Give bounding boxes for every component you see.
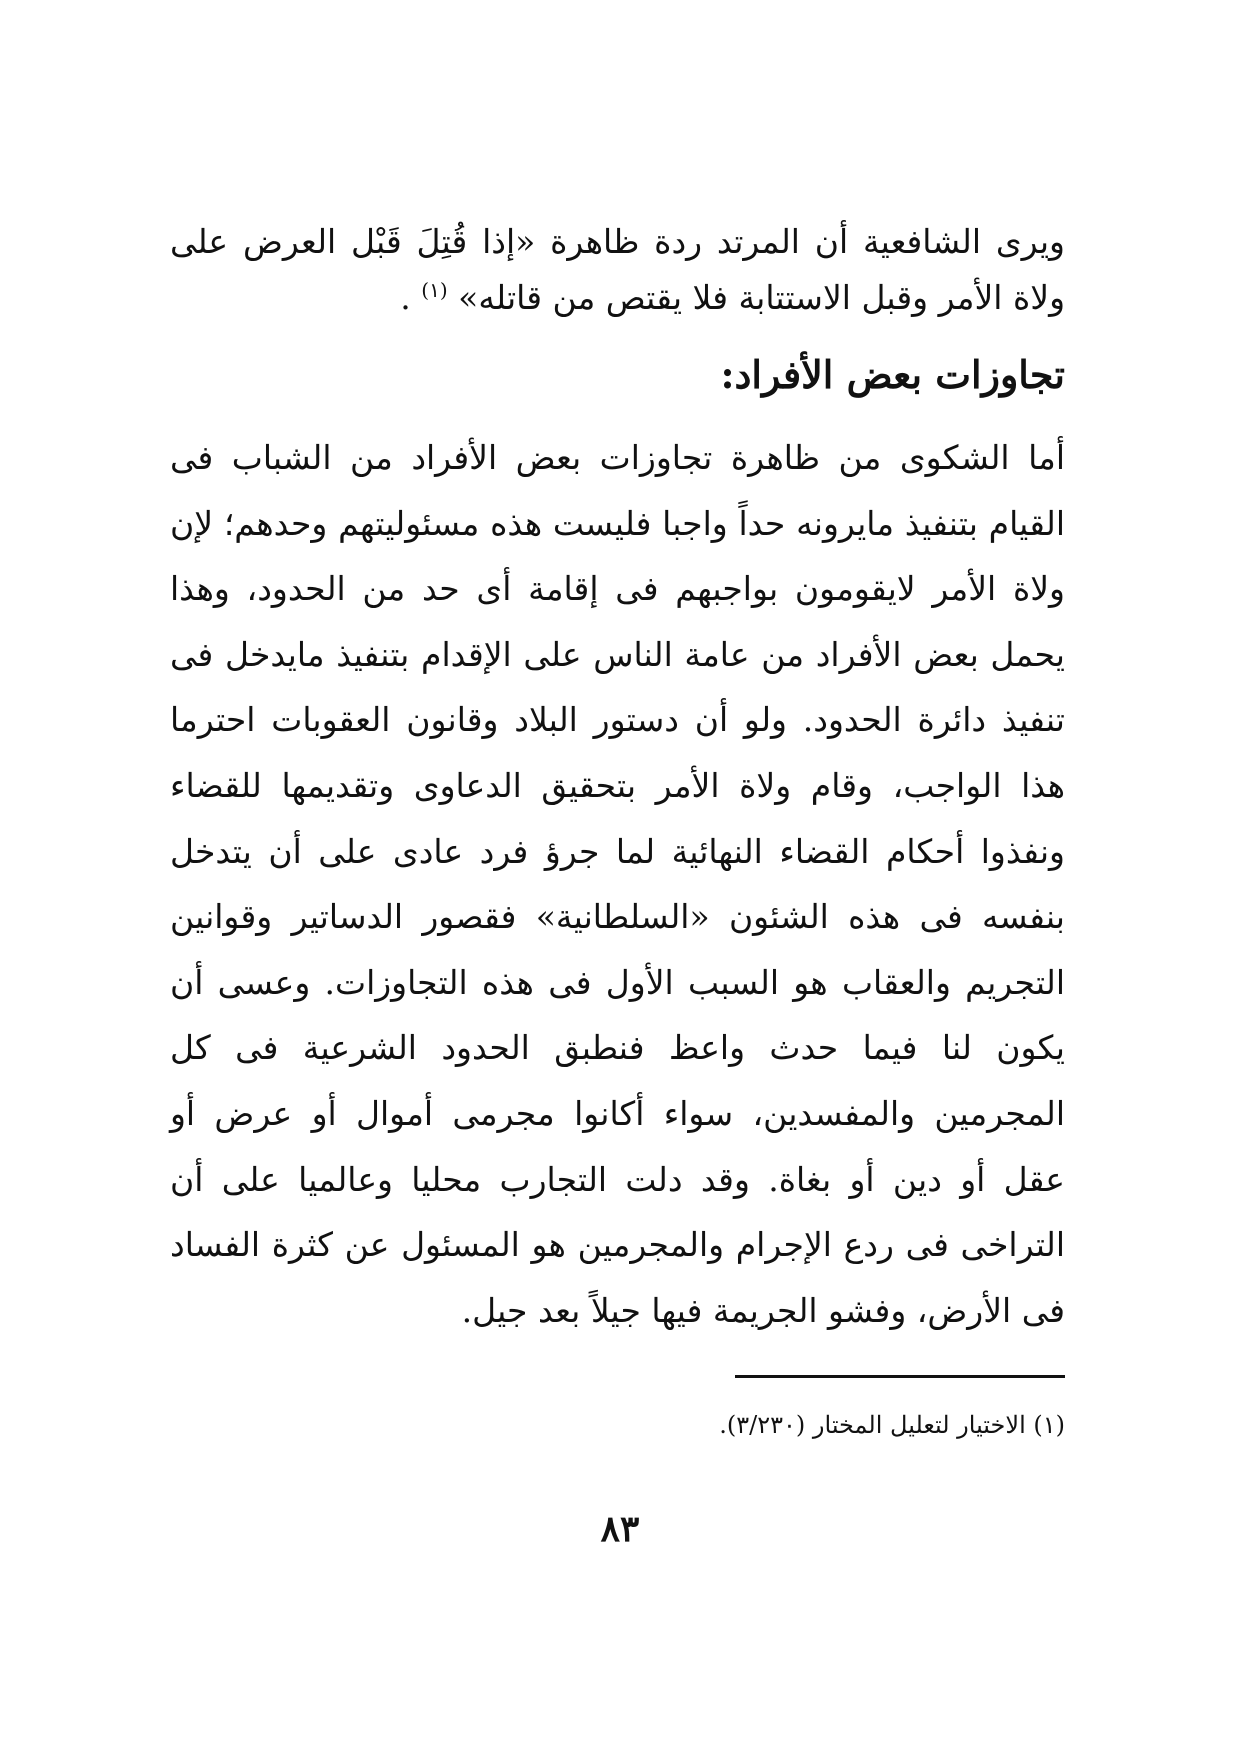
intro-period: . (400, 278, 411, 317)
section-heading: تجاوزات بعض الأفراد: (720, 352, 1065, 397)
intro-text: ويرى الشافعية أن المرتد ردة ظاهرة «إذا قُتِلَ قَبْل العرض على ولاة الأمر وقبل الاستتابة فلا يقتص من قاتله» (170, 222, 1065, 317)
page-number: ٨٣ (600, 1508, 640, 1550)
intro-paragraph (170, 214, 1065, 326)
footnote-reference: (١) (421, 278, 448, 302)
footnote: (١) الاختيار لتعليل المختار (٣/٢٣٠). (719, 1411, 1065, 1439)
body-paragraph: أما الشكوى من ظاهرة تجاوزات بعض الأفراد من الشباب فى القيام بتنفيذ مايرونه حداً واجبا فليست هذه مسئوليتهم وحدهم؛ لإن ولاة الأمر لايقومون بواجبهم فى إقامة أى حد من الحدود، وهذا يحمل بعض الأفراد من عامة الناس على الإقدام بتنفيذ مايدخل فى تنفيذ دائرة الحدود. ولو أن دستور البلاد وقانون العقوبات احترما هذا الواجب، وقام ولاة الأمر بتحقيق الدعاوى وتقديمها للقضاء ونفذوا أحكام القضاء النهائية لما جرؤ فرد عادى على أن يتدخل بنفسه فى هذه الشئون «السلطانية» فقصور الدساتير وقوانين التجريم والعقاب هو السبب الأول فى هذه التجاوزات. وعسى أن يكون لنا فيما حدث واعظ فنطبق الحدود الشرعية فى كل المجرمين والمفسدين، سواء أكانوا مجرمى أموال أو عرض أو عقل أو دين أو بغاة. وقد دلت التجارب محليا وعالميا على أن التراخى فى ردع الإجرام والمجرمين هو المسئول عن كثرة الفساد فى الأرض، وفشو الجريمة فيها جيلاً بعد جيل. (170, 438, 1065, 1330)
footnote-divider (735, 1375, 1065, 1378)
